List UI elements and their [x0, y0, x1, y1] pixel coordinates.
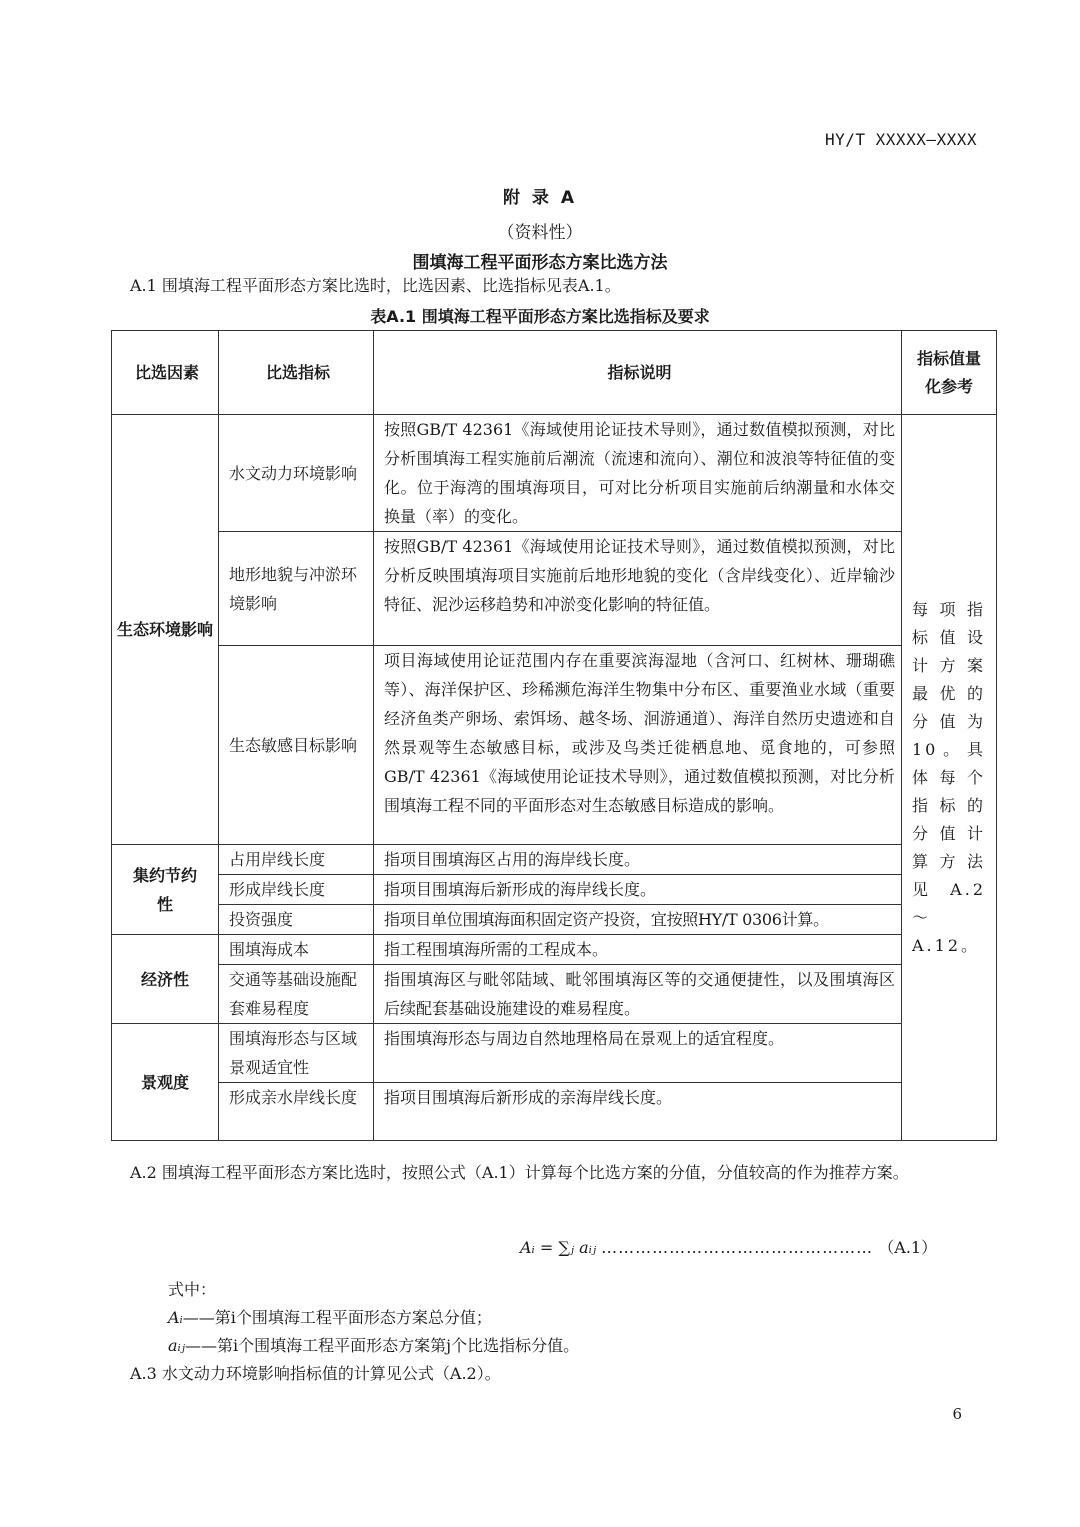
header-factor: 比选因素 — [112, 331, 219, 415]
table-row — [112, 935, 997, 965]
description-cell: 指项目围填海区占用的海岸线长度。 — [374, 845, 902, 875]
description-cell: 指工程围填海所需的工程成本。 — [374, 935, 902, 965]
indicator-cell: 围填海形态与区域景观适宜性 — [219, 1024, 374, 1083]
clause-a1: A.1 围填海工程平面形态方案比选时，比选因素、比选指标见表A.1。 — [130, 276, 621, 295]
table-row — [112, 1024, 997, 1083]
formula-a1 — [520, 1235, 937, 1258]
formula-expression: Aᵢ = ∑ⱼ aᵢⱼ — [520, 1238, 597, 1257]
appendix-title: 附 录 A — [503, 188, 577, 208]
table-row — [112, 415, 997, 532]
header-indicator: 比选指标 — [219, 331, 374, 415]
indicator-cell: 形成岸线长度 — [219, 875, 374, 905]
definition-symbol: aᵢⱼ — [168, 1336, 185, 1355]
formula-label: （A.1） — [878, 1238, 938, 1257]
definition-symbol: Aᵢ — [168, 1308, 183, 1327]
indicator-cell: 水文动力环境影响 — [219, 415, 374, 532]
table-row — [112, 965, 997, 1024]
description-cell: 按照GB/T 42361《海域使用论证技术导则》，通过数值模拟预测，对比分析围填海工程实施前后潮流（流速和流向）、潮位和波浪等特征值的变化。位于海湾的围填海项目，可对比分析项目实施前后纳潮量和水体交换量（率）的变化。 — [374, 415, 902, 532]
description-cell: 指项目围填海后新形成的亲海岸线长度。 — [374, 1083, 902, 1141]
description-cell: 按照GB/T 42361《海域使用论证技术导则》，通过数值模拟预测，对比分析反映围填海项目实施前后地形地貌的变化（含岸线变化）、近岸输沙特征、泥沙运移趋势和冲淤变化影响的特征值。 — [374, 532, 902, 646]
where-intro: 式中： — [168, 1280, 217, 1299]
table-row — [112, 1083, 997, 1141]
factor-cell: 集约节约性 — [112, 845, 219, 935]
description-cell: 指项目单位围填海面积固定资产投资，宜按照HY/T 0306计算。 — [374, 905, 902, 935]
clause-a2: A.2 围填海工程平面形态方案比选时，按照公式（A.1）计算每个比选方案的分值，分值较高的作为推荐方案。 — [130, 1163, 909, 1182]
definition-line — [168, 1331, 579, 1360]
factor-cell: 景观度 — [112, 1024, 219, 1141]
indicator-cell: 占用岸线长度 — [219, 845, 374, 875]
indicator-cell: 生态敏感目标影响 — [219, 646, 374, 845]
appendix-nature: （资料性） — [497, 223, 583, 243]
description-cell: 指围填海形态与周边自然地理格局在景观上的适宜程度。 — [374, 1024, 902, 1083]
header-reference: 指标值量化参考 — [902, 331, 997, 415]
indicator-cell: 交通等基础设施配套难易程度 — [219, 965, 374, 1024]
table-row — [112, 532, 997, 646]
table-title: 表A.1 围填海工程平面形态方案比选指标及要求 — [370, 307, 710, 326]
formula-leader: ………………………………………… — [601, 1238, 874, 1257]
indicator-cell: 投资强度 — [219, 905, 374, 935]
factor-cell: 生态环境影响 — [112, 415, 219, 845]
description-cell: 指项目围填海后新形成的海岸线长度。 — [374, 875, 902, 905]
table-row — [112, 845, 997, 875]
table-header-row — [112, 331, 997, 415]
factor-cell: 经济性 — [112, 935, 219, 1024]
definition-text: ——第i个围填海工程平面形态方案总分值； — [182, 1308, 492, 1327]
description-cell: 项目海域使用论证范围内存在重要滨海湿地（含河口、红树林、珊瑚礁等）、海洋保护区、珍稀濒危海洋生物集中分布区、重要渔业水域（重要经济鱼类产卵场、索饵场、越冬场、洄游通道）、海洋自然历史遗迹和自然景观等生态敏感目标，或涉及鸟类迁徙栖息地、觅食地的，可参照GB/T 42361《海域使用论证技术导则》，通过数值模拟预测，对比分析围填海工程不同的平面形态对生态敏感目标造成的影响。 — [374, 646, 902, 845]
comparison-table — [111, 330, 997, 1141]
definition-line — [168, 1303, 492, 1332]
table-row — [112, 905, 997, 935]
table-row — [112, 646, 997, 845]
clause-a3: A.3 水文动力环境影响指标值的计算见公式（A.2）。 — [130, 1364, 501, 1383]
description-cell: 指围填海区与毗邻陆域、毗邻围填海区等的交通便捷性，以及围填海区后续配套基础设施建设的难易程度。 — [374, 965, 902, 1024]
definition-text: ——第i个围填海工程平面形态方案第j个比选指标分值。 — [184, 1336, 580, 1355]
reference-cell: 每项指标值设计方案最优的分值为10。具体每个指标的分值计算方法见A.2 ～A.12。 — [902, 415, 997, 1141]
document-code: HY/T XXXXX—XXXX — [825, 130, 977, 149]
table-row — [112, 875, 997, 905]
indicator-cell: 形成亲水岸线长度 — [219, 1083, 374, 1141]
indicator-cell: 围填海成本 — [219, 935, 374, 965]
appendix-heading: 围填海工程平面形态方案比选方法 — [412, 253, 668, 273]
indicator-cell: 地形地貌与冲淤环境影响 — [219, 532, 374, 646]
header-description: 指标说明 — [374, 331, 902, 415]
page-number: 6 — [952, 1405, 962, 1423]
